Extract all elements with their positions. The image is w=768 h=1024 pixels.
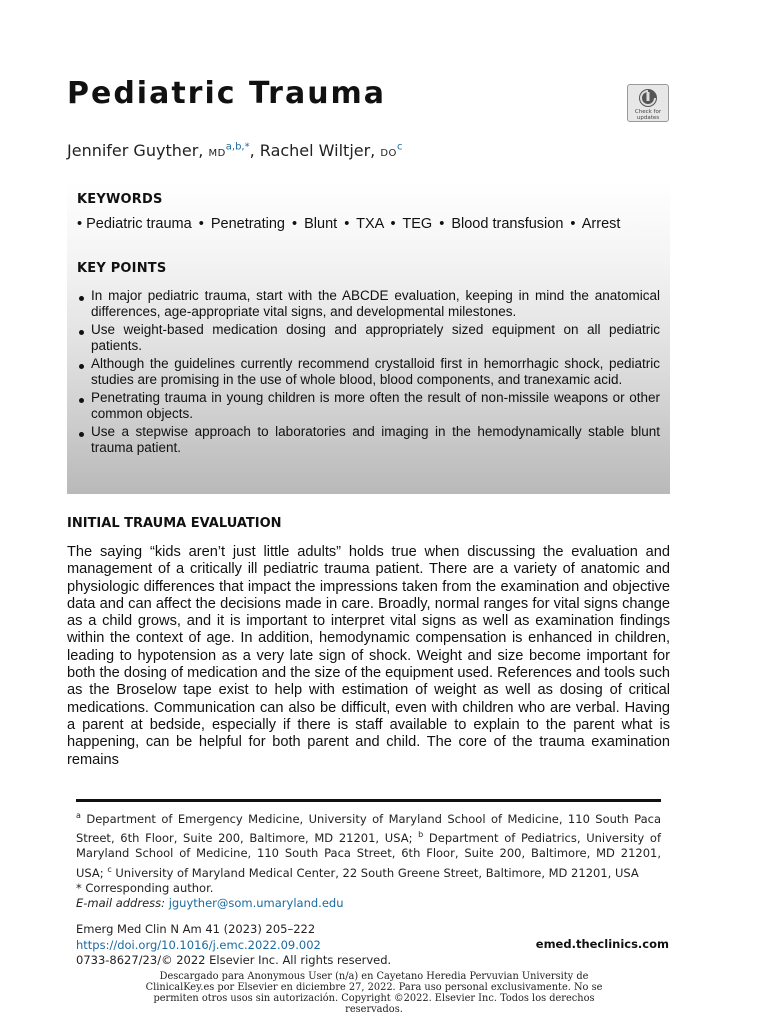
keywords-keypoints-box (67, 181, 670, 494)
key-point: Penetrating trauma in young children is more often the result of non-missile weapons or other common objects. (77, 390, 660, 421)
download-notice: Descargado para Anonymous User (n/a) en Cayetano Heredia Pervuvian University de ClinicalKey.es por Elsevier en diciembre 27, 2022. Para uso personal exclusivamente. No se permiten otros usos sin autorización. Copyright ©2022. Elsevier Inc. Todos los derechos reservados. (145, 971, 603, 1015)
keyword-bullet: • (344, 216, 350, 232)
keyword: Blunt (304, 216, 338, 232)
keyword: Penetrating (210, 216, 285, 232)
key-point: Although the guidelines currently recommend crystalloid first in hemorrhagic shock, pediatric studies are promising in the use of whole blood, blood components, and tranexamic acid. (77, 356, 660, 387)
affiliation-mark-c: c (107, 864, 112, 874)
key-point: In major pediatric trauma, start with the ABCDE evaluation, keeping in mind the anatomical differences, age-appropriate vital signs, and developmental milestones. (77, 288, 660, 319)
key-point: Use weight-based medication dosing and appropriately sized equipment on all pediatric patients. (77, 322, 660, 353)
issn-copyright: 0733-8627/23/© 2022 Elsevier Inc. All rights reserved. (76, 953, 392, 967)
author-affiliation-marks[interactable]: a,b,* (225, 141, 250, 153)
doi-link[interactable]: https://doi.org/10.1016/j.emc.2022.09.002 (76, 937, 321, 952)
email-label: E-mail address: (76, 895, 166, 910)
affiliation-mark-a: a (76, 811, 81, 820)
corresponding-author-note: * Corresponding author. (76, 880, 214, 895)
citation-block (76, 922, 391, 969)
author-affiliation-marks[interactable]: c (396, 141, 403, 153)
author-name: , Rachel Wiltjer, (249, 141, 381, 160)
section-heading: INITIAL TRAUMA EVALUATION (67, 516, 282, 531)
keyword-bullet: • (292, 216, 298, 232)
check-for-updates-icon (638, 88, 658, 108)
badge-line-1: Check for (634, 109, 662, 115)
keyword-bullet: • (390, 216, 396, 232)
affiliation-c: University of Maryland Medical Center, 22 South Greene Street, Baltimore, MD 21201, USA (111, 865, 639, 880)
keyword: Arrest (581, 216, 621, 232)
keyword: TEG (402, 216, 433, 232)
key-points-list (77, 288, 660, 455)
keyword-bullet: • (77, 216, 83, 232)
author-degree: DO (380, 148, 397, 159)
key-points-heading: KEY POINTS (77, 261, 167, 276)
footnote-divider (76, 799, 661, 802)
affiliation-b: Department of Pediatrics, University of Maryland School of Medicine, 110 South Paca Street, 6th Floor, Suite 200, Baltimore, MD 21201, USA; (76, 830, 662, 880)
keyword-list (77, 216, 660, 232)
key-point: Use a stepwise approach to laboratories and imaging in the hemodynamically stable blunt trauma patient. (77, 424, 660, 455)
author-degree: MD (208, 148, 226, 159)
keyword-bullet: • (439, 216, 445, 232)
keyword-bullet: • (198, 216, 204, 232)
keyword: Pediatric trauma (86, 216, 192, 232)
keywords-heading: KEYWORDS (77, 192, 163, 207)
affiliation-a: Department of Emergency Medicine, University of Maryland School of Medicine, 110 South Paca Street, 6th Floor, Suite 200, Baltimore, MD 21201, USA; (76, 811, 661, 845)
journal-site-link[interactable]: emed.theclinics.com (535, 937, 669, 951)
check-for-updates-badge[interactable] (627, 84, 669, 122)
article-title: Pediatric Trauma (67, 76, 387, 111)
keyword-bullet: • (570, 216, 576, 232)
affiliations (76, 808, 661, 881)
keyword: TXA (356, 216, 384, 232)
keyword: Blood transfusion (451, 216, 564, 232)
journal-citation: Emerg Med Clin N Am 41 (2023) 205–222 (76, 922, 316, 936)
author-line (67, 141, 402, 160)
affiliation-footnotes (76, 808, 661, 911)
badge-line-2: updates (636, 115, 660, 121)
affiliation-mark-b: b (418, 830, 424, 840)
author-name: Jennifer Guyther, (67, 141, 209, 160)
body-paragraph: The saying “kids aren’t just little adults” holds true when discussing the evaluation and management of a critically ill pediatric trauma patient. There are a variety of anatomic and physiologic differences that impact the impressions taken from the examination and objective data and can affect the decisions made in care. Broadly, normal ranges for vital signs change as a child grows, and it is important to interpret vital signs as well as examination findings within the context of age. In addition, hemodynamic compensation is enhanced in children, leading to hypotension as a very late sign of shock. Weight and size become important for both the dosing of medication and the size of the equipment used. References and tools such as the Broselow tape exist to help with estimation of weight as well as dosing of critical medications. Communication can also be difficult, even with children who are verbal. Having a parent at bedside, especially if there is staff available to explain to the parent what is happening, can be helpful for both parent and child. The core of the trauma examination remains (67, 544, 670, 768)
email-line (76, 896, 661, 911)
email-link[interactable]: jguyther@som.umaryland.edu (168, 895, 344, 910)
